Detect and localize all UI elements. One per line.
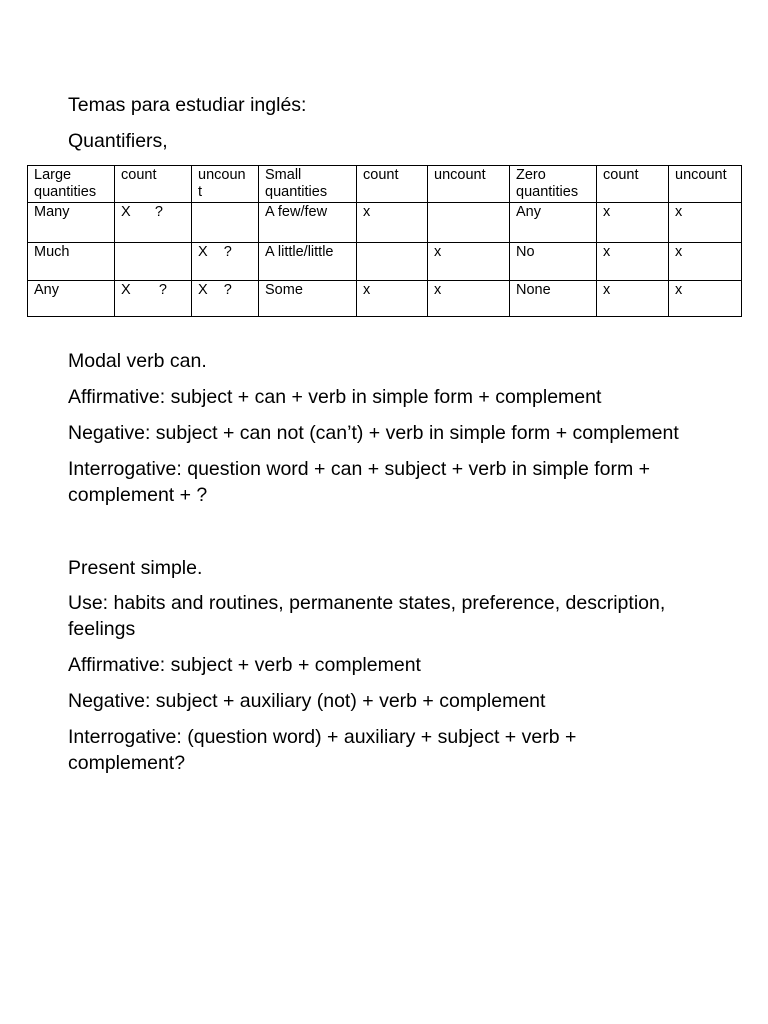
modal-negative: Negative: subject + can not (can’t) + verb in simple form + complement bbox=[68, 422, 679, 444]
table-cell: x bbox=[597, 281, 669, 317]
table-header-cell: count bbox=[115, 166, 192, 203]
table-cell: Any bbox=[510, 203, 597, 243]
table-cell bbox=[357, 243, 428, 281]
quantifiers-table bbox=[27, 165, 742, 317]
table-cell: A little/little bbox=[259, 243, 357, 281]
table-cell: x bbox=[357, 203, 428, 243]
modal-affirmative: Affirmative: subject + can + verb in simple form + complement bbox=[68, 386, 602, 408]
table-cell bbox=[192, 203, 259, 243]
present-simple-use: Use: habits and routines, permanente states, preference, description, feelings bbox=[68, 592, 666, 640]
table-header-row bbox=[28, 166, 742, 203]
table-cell: x bbox=[428, 243, 510, 281]
table-header-cell: uncount bbox=[669, 166, 742, 203]
table-header-cell: Large quantities bbox=[28, 166, 115, 203]
table-cell: No bbox=[510, 243, 597, 281]
table-cell: Any bbox=[28, 281, 115, 317]
table-cell: x bbox=[597, 203, 669, 243]
modal-title: Modal verb can. bbox=[68, 350, 207, 372]
table-header-cell: count bbox=[597, 166, 669, 203]
table-cell: Some bbox=[259, 281, 357, 317]
table-header-cell: uncount bbox=[428, 166, 510, 203]
present-simple-interrogative: Interrogative: (question word) + auxiliary + subject + verb + complement? bbox=[68, 726, 577, 774]
table-header-cell: Zero quantities bbox=[510, 166, 597, 203]
table-cell: x bbox=[669, 281, 742, 317]
document-title: Temas para estudiar inglés: bbox=[68, 94, 307, 116]
table-cell: x bbox=[597, 243, 669, 281]
present-simple-title: Present simple. bbox=[68, 557, 203, 579]
table-cell: x bbox=[357, 281, 428, 317]
present-simple-affirmative: Affirmative: subject + verb + complement bbox=[68, 654, 421, 676]
table-header-cell: Small quantities bbox=[259, 166, 357, 203]
table-cell: X ? bbox=[115, 281, 192, 317]
table-cell: x bbox=[669, 203, 742, 243]
modal-interrogative: Interrogative: question word + can + subject + verb in simple form + complement + ? bbox=[68, 458, 651, 506]
table-cell: X ? bbox=[192, 243, 259, 281]
table-cell: A few/few bbox=[259, 203, 357, 243]
table-header-cell: count bbox=[357, 166, 428, 203]
section-title-quantifiers: Quantifiers, bbox=[68, 130, 168, 152]
table-cell: None bbox=[510, 281, 597, 317]
table-row bbox=[28, 281, 742, 317]
table-cell bbox=[428, 203, 510, 243]
table-cell: X ? bbox=[192, 281, 259, 317]
table-cell bbox=[115, 243, 192, 281]
table-cell: x bbox=[428, 281, 510, 317]
table-cell: X ? bbox=[115, 203, 192, 243]
table-header-cell: uncoun t bbox=[192, 166, 259, 203]
table-cell: x bbox=[669, 243, 742, 281]
table-row bbox=[28, 203, 742, 243]
table-cell: Much bbox=[28, 243, 115, 281]
table-row bbox=[28, 243, 742, 281]
present-simple-negative: Negative: subject + auxiliary (not) + verb + complement bbox=[68, 690, 546, 712]
table-cell: Many bbox=[28, 203, 115, 243]
